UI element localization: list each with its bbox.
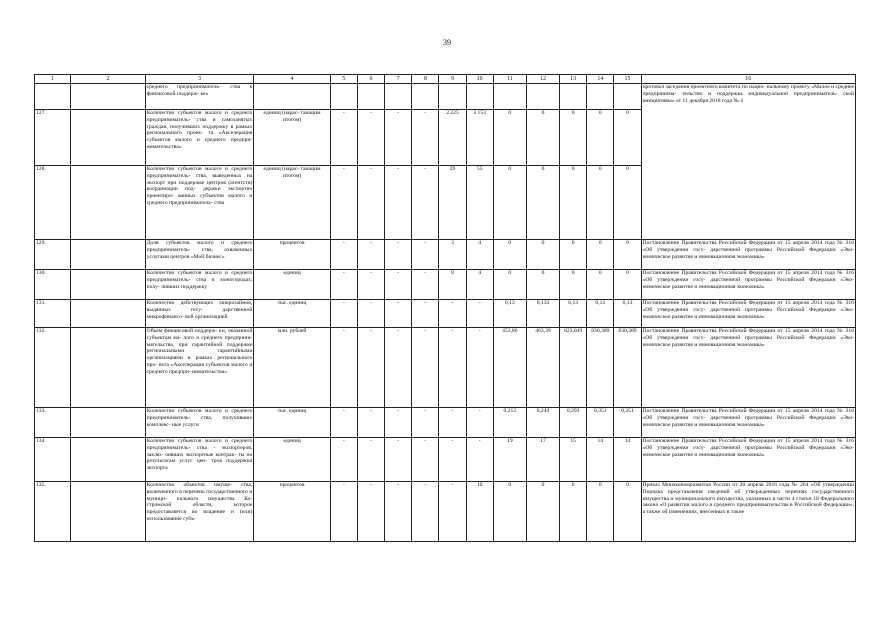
value-cell: 0,13 [587,300,614,328]
indicator-table-sheet [34,74,856,542]
indicator-name: Количество субъектов малого и среднего предприниматель- ства в моногородах, полу- чивших поддержку [145,270,254,300]
value-cell: 0,13 [560,300,587,328]
value-cell: 0 [587,110,614,166]
value-cell: 0 [493,482,526,542]
value-cell: 0 [614,240,641,270]
legal-basis: Постановление Правительства Российской Федерации от 15 апреля 2014 года № 316 «Об утверждении госу- дарственной программы Российской Федерации «Эко- номическое развитие и инновационная экономика» [641,270,855,300]
value-cell: - [330,328,357,408]
value-cell: 830,389 [587,328,614,408]
column-header: 4 [254,75,330,84]
legal-basis: Приказ Минэкономразвития России от 20 апреля 2016 года № 264 «Об утверждении Порядка представления сведений об утвержденных перечнях государственного имущества и муниципального имущества, указанных в части 4 статьи 18 Федерального закона «О развитии малого и среднего предпринимательства в Российской Федерации», а также об изменениях, внесенных в такие [641,482,855,542]
indicator-name: Доля субъектов малого и среднего предприниматель- ства, охваченных услугами центров «Мой бизнес» [145,240,254,270]
column-header: 6 [357,75,384,84]
value-cell: 14 [587,438,614,482]
empty-cell [71,408,145,438]
row-number: 132. [35,328,71,408]
column-header: 16 [641,75,855,84]
value-cell: 0 [526,110,559,166]
row-number: 128. [35,166,71,240]
value-cell: - [357,270,384,300]
unit-of-measure: тыс. единиц [254,300,330,328]
value-cell: 0 [614,482,641,542]
empty-cell [71,240,145,270]
column-header: 7 [385,75,412,84]
value-cell: 4 [466,240,493,270]
value-cell: 0 [587,166,614,240]
value-cell: 0 [560,270,587,300]
table-row [35,300,856,328]
value-cell: - [412,328,439,408]
value-cell: - [357,110,384,166]
indicator-name: Количество субъектов малого и среднего предприниматель- ства и самозанятых граждан, получивших поддержку в рамках регионального проек- та «Акселерация субъектов малого и среднего предпри- нимательства» [145,110,254,166]
indicator-name: Количество субъектов малого и среднего предприниматель- ства - экспортеров, заклю- чивших экспортные контрак- ты по результатам услуг цен- тров поддержки экспорта [145,438,254,482]
value-cell: - [439,482,466,542]
value-cell: 2 225 [439,110,466,166]
row-number: 129. [35,240,71,270]
empty-cell [71,110,145,166]
page-number: 39 [443,38,451,47]
table-row [35,408,856,438]
row-number: 130. [35,270,71,300]
column-header: 11 [493,75,526,84]
empty-cell [71,438,145,482]
row-number: 131. [35,300,71,328]
empty-cell [71,166,145,240]
value-cell: 8 [439,270,466,300]
value-cell: 0 [560,110,587,166]
value-cell: 3 [439,240,466,270]
row-number: 133. [35,408,71,438]
value-cell: - [412,240,439,270]
continued-indicator-text: среднего предприниматель- ства к финансовой поддерж- ке» [145,84,254,110]
value-cell: 0 [493,110,526,166]
value-cell: 0,13 [614,300,641,328]
indicator-name: Количество субъектов малого и среднего предприниматель- ства, выведенных на экспорт при поддержке центров (агентств) координации под- держки экспортно ориентиро- ванных субъектов малого и среднего предприниматель- ства [145,166,254,240]
column-number-row [35,75,856,84]
value-cell: - [385,240,412,270]
column-header: 12 [526,75,559,84]
indicator-name: Количество объектов имуще- ства, включенного в перечень государственного и муници- пального имущества Ко- стромской области, которое предоставляется во владение и (или) использование субъ- [145,482,254,542]
value-cell: 0 [587,482,614,542]
value-cell: - [466,328,493,408]
value-cell: 0 [526,240,559,270]
row-number: 135. [35,482,71,542]
value-cell: - [385,110,412,166]
value-cell: - [330,482,357,542]
value-cell: - [385,408,412,438]
value-cell: - [412,166,439,240]
value-cell: 0 [560,166,587,240]
value-cell: - [330,438,357,482]
value-cell: - [330,240,357,270]
continued-row [35,84,856,110]
value-cell: - [357,438,384,482]
value-cell: - [385,270,412,300]
unit-of-measure: млн. рублей [254,328,330,408]
value-cell: - [385,482,412,542]
value-cell: - [357,300,384,328]
value-cell: 4 [466,270,493,300]
value-cell: - [357,328,384,408]
table-row [35,270,856,300]
value-cell: - [412,270,439,300]
value-cell: 0 [493,240,526,270]
value-cell: - [330,110,357,166]
value-cell: 55 [466,166,493,240]
value-cell: - [412,438,439,482]
value-cell: - [439,328,466,408]
value-cell: 0 [526,166,559,240]
empty-cell [71,270,145,300]
value-cell: 0 [526,270,559,300]
value-cell: - [412,408,439,438]
table-row [35,328,856,408]
value-cell: - [466,300,493,328]
continued-basis-text: протокол заседания проектного комитета по нацио- нальному проекту «Малое и среднее предпринима- тельство и поддержка индивидуальной предприниматель- ской инициативы» от 11 декабря 2018 года № 4 [641,84,855,240]
empty-cell [71,300,145,328]
legal-basis: Постановление Правительства Российской Федерации от 15 апреля 2014 года № 316 «Об утверждении госу- дарственной программы Российской Федерации «Эко- номическое развитие и инновационная экономика» [641,328,855,408]
column-header: 1 [35,75,71,84]
value-cell: 0 [493,166,526,240]
column-header: 8 [412,75,439,84]
unit-of-measure: процентов [254,240,330,270]
value-cell: 29 [439,166,466,240]
row-number: 127. [35,110,71,166]
value-cell: - [385,438,412,482]
value-cell: 0 [560,240,587,270]
value-cell: 14 [614,438,641,482]
value-cell: - [357,166,384,240]
empty-cell [71,482,145,542]
value-cell: 0,13 [493,300,526,328]
value-cell: 0,244 [526,408,559,438]
unit-of-measure: тыс. единиц [254,408,330,438]
table-row [35,438,856,482]
unit-of-measure: единиц [254,438,330,482]
unit-of-measure: процентов [254,482,330,542]
value-cell: - [357,240,384,270]
value-cell: - [439,438,466,482]
column-header: 14 [587,75,614,84]
value-cell: 0,212 [493,408,526,438]
value-cell: 0 [587,240,614,270]
value-cell: 823,049 [560,328,587,408]
value-cell: 0 [493,270,526,300]
indicator-name: Количество субъектов малого и среднего предприниматель- ства, получивших комплекс- ные услуги [145,408,254,438]
value-cell: - [412,300,439,328]
value-cell: - [357,482,384,542]
value-cell: - [412,110,439,166]
value-cell: - [385,166,412,240]
value-cell: 830,389 [614,328,641,408]
value-cell: 0,351 [587,408,614,438]
value-cell: 0,293 [560,408,587,438]
value-cell: - [357,408,384,438]
column-header: 5 [330,75,357,84]
value-cell: 0 [614,270,641,300]
value-cell: 17 [526,438,559,482]
column-header: 13 [560,75,587,84]
table-row [35,240,856,270]
indicator-table [34,74,856,542]
value-cell: - [330,270,357,300]
unit-of-measure: единиц (нарас- тающим итогом) [254,166,330,240]
indicator-name: Количество действующих микрозаймов, выданных госу- дарственной микрофинансо- вой организацией [145,300,254,328]
table-row [35,482,856,542]
value-cell: - [439,300,466,328]
value-cell: - [412,482,439,542]
value-cell: - [466,438,493,482]
value-cell: - [385,300,412,328]
empty-cell [71,328,145,408]
row-number: 134. [35,438,71,482]
value-cell: 10 [466,482,493,542]
unit-of-measure: единиц (нарас- тающим итогом) [254,110,330,166]
value-cell: 453,86 [493,328,526,408]
value-cell: 0 [614,110,641,166]
unit-of-measure: единиц [254,270,330,300]
value-cell: - [439,408,466,438]
value-cell: 0 [587,270,614,300]
column-header: 15 [614,75,641,84]
column-header: 2 [71,75,145,84]
value-cell: 15 [560,438,587,482]
legal-basis: Постановление Правительства Российской Федерации от 15 апреля 2014 года № 316 «Об утверждении госу- дарственной программы Российской Федерации «Эко- номическое развитие и инновационная экономика» [641,438,855,482]
value-cell: 3 153 [466,110,493,166]
column-header: 3 [145,75,254,84]
value-cell: - [330,166,357,240]
value-cell: 0 [560,482,587,542]
legal-basis: Постановление Правительства Российской Федерации от 15 апреля 2014 года № 316 «Об утверждении госу- дарственной программы Российской Федерации «Эко- номическое развитие и инновационная экономика» [641,408,855,438]
value-cell: - [385,328,412,408]
value-cell: 0,133 [526,300,559,328]
value-cell: - [466,408,493,438]
legal-basis: Постановление Правительства Российской Федерации от 15 апреля 2014 года № 316 «Об утверждении госу- дарственной программы Российской Федерации «Эко- номическое развитие и инновационная экономика» [641,240,855,270]
value-cell: - [330,408,357,438]
column-header: 10 [466,75,493,84]
value-cell: 0 [614,166,641,240]
value-cell: 463,39 [526,328,559,408]
value-cell: - [330,300,357,328]
legal-basis: Постановление Правительства Российской Федерации от 15 апреля 2014 года № 316 «Об утверждении госу- дарственной программы Российской Федерации «Эко- номическое развитие и инновационная экономика» [641,300,855,328]
value-cell: 0,351 [614,408,641,438]
column-header: 9 [439,75,466,84]
indicator-name: Объем финансовой поддерж- ки, оказанной субъектам ма- лого и среднего предприни- мательства, при гарантийной поддержке региональными гарантийными организациями в рамках регионального про- екта «Акселерация субъектов малого и среднего предпри- нимательства» [145,328,254,408]
value-cell: 19 [493,438,526,482]
value-cell: 0 [526,482,559,542]
